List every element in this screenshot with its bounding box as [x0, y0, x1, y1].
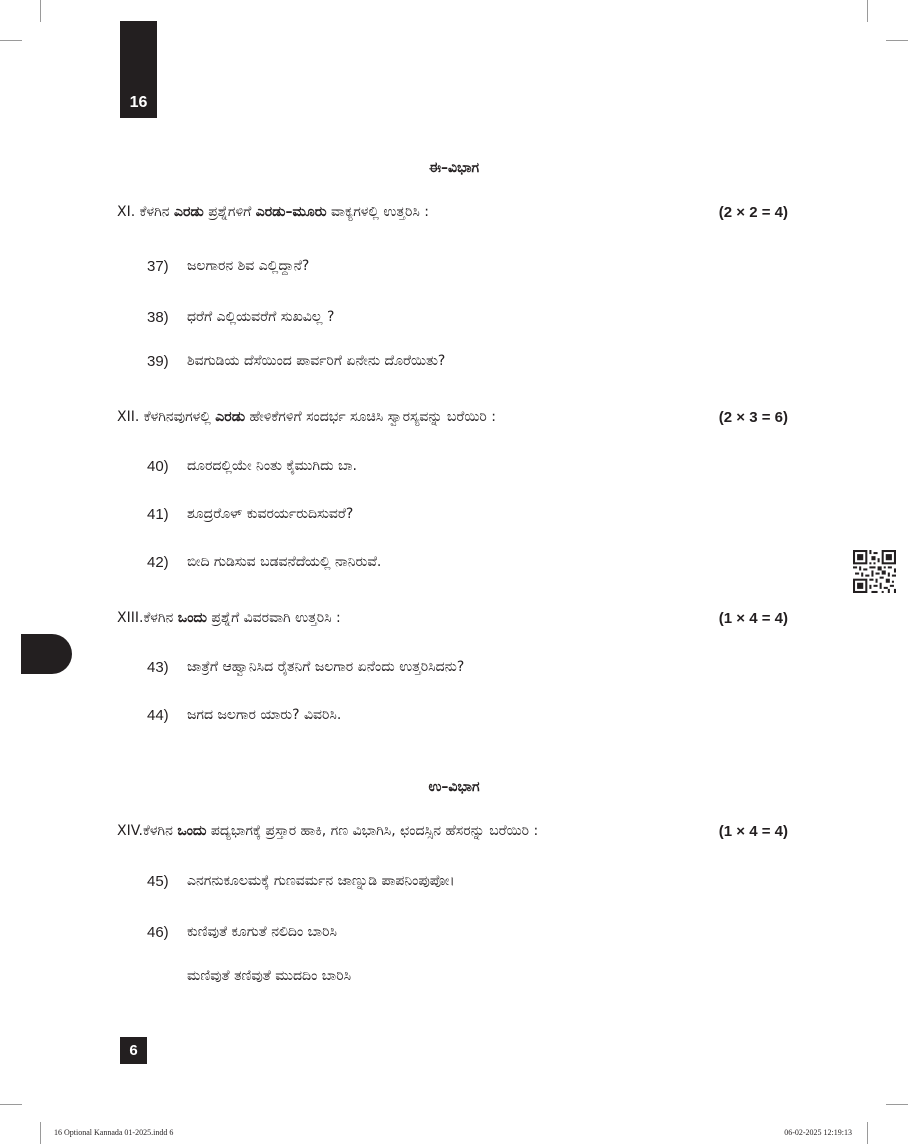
question-text: ಜಲಗಾರನ ಶಿವ ಎಲ್ಲಿದ್ದಾನೆ? [187, 258, 310, 274]
question-number: 44) [147, 707, 169, 724]
question-label: XIV. [117, 823, 143, 839]
question-number: 37) [147, 258, 169, 275]
question-text: ಎನಗನುಕೂಲಮಕ್ಕೆ ಗುಣವರ್ಮನ ಜಾಣ್ನುಡಿ ಪಾಪನಿಂಪುಪೋ। [187, 873, 455, 889]
page-number-tab [120, 21, 157, 118]
instruction-text: ಪ್ರಶ್ನೆಗೆ ವಿವರವಾಗಿ ಉತ್ತರಿಸಿ : [206, 610, 341, 626]
question-text: ಜಗದ ಜಲಗಾರ ಯಾರು? ವಿವರಿಸಿ. [187, 707, 342, 723]
instruction-text: ಪದ್ಯಭಾಗಕ್ಕೆ ಪ್ರಸ್ತಾರ ಹಾಕಿ, ಗಣ ವಿಭಾಗಿಸಿ, ಛಂದಸ್ಸಿನ ಹೆಸರನ್ನು ಬರೆಯಿರಿ : [206, 823, 539, 839]
crop-mark [40, 1122, 41, 1144]
marks-xi: (2 × 2 = 4) [718, 204, 788, 221]
crop-mark [0, 1104, 22, 1105]
question-text: ದೂರದಲ್ಲಿಯೇ ನಿಂತು ಕೈಮುಗಿದು ಬಾ. [187, 458, 357, 474]
crop-mark [867, 0, 868, 22]
footer-datetime: 06-02-2025 12:19:13 [784, 1128, 852, 1137]
question-number: 42) [147, 554, 169, 571]
marks-xiii: (1 × 4 = 4) [718, 610, 788, 627]
question-number: 45) [147, 873, 169, 890]
qr-code-icon [853, 550, 896, 593]
question-text: ಕುಣಿವುತೆ ಕೂಗುತೆ ನಲಿದಿಂ ಬಾರಿಸಿ [187, 924, 337, 940]
side-tab-marker [21, 634, 72, 674]
page-number-top: 16 [129, 94, 148, 111]
crop-mark [867, 1122, 868, 1144]
question-label: XII. [117, 409, 140, 425]
question-text: ಶೂದ್ರರೊಳ್ ಕುವರರ್ಯರುದಿಸುವರೆ? [187, 506, 354, 522]
question-number: 41) [147, 506, 169, 523]
question-group-xiii-instruction [117, 610, 341, 626]
question-text: ಜಾತ್ರೆಗೆ ಆಹ್ವಾನಿಸಿದ ರೈತನಿಗೆ ಜಲಗಾರ ಏನೆಂದು ಉತ್ತರಿಸಿದನು? [187, 659, 465, 675]
instruction-emphasis: ಎರಡು–ಮೂರು [255, 204, 327, 220]
instruction-emphasis: ಒಂದು [177, 823, 207, 839]
question-number: 39) [147, 353, 169, 370]
section-heading-u: ಉ–ವಿಭಾಗ [428, 779, 480, 795]
instruction-text: ಕೆಳಗಿನ [143, 610, 178, 626]
instruction-emphasis: ಎರಡು [215, 409, 246, 425]
instruction-text: ಪ್ರಶ್ನೆಗಳಿಗೆ [203, 204, 256, 220]
instruction-emphasis: ಒಂದು [177, 610, 207, 626]
section-heading-e: ಈ–ವಿಭಾಗ [428, 160, 480, 176]
instruction-text: ವಾಕ್ಯಗಳಲ್ಲಿ ಉತ್ತರಿಸಿ : [326, 204, 429, 220]
crop-mark [886, 1104, 908, 1105]
instruction-emphasis: ಎರಡು [173, 204, 204, 220]
instruction-text: ಕೆಳಗಿನ [142, 823, 178, 839]
marks-xiv: (1 × 4 = 4) [718, 823, 788, 840]
instruction-text: ಹೇಳಿಕೆಗಳಿಗೆ ಸಂದರ್ಭ ಸೂಚಿಸಿ ಸ್ವಾರಸ್ಯವನ್ನು ಬರೆಯಿರಿ : [245, 409, 496, 425]
page-number-bottom: 6 [120, 1037, 147, 1064]
question-number: 46) [147, 924, 169, 941]
crop-mark [40, 0, 41, 22]
question-text: ಮಣಿವುತೆ ತಣಿವುತೆ ಮುದದಿಂ ಬಾರಿಸಿ [187, 968, 352, 984]
question-number: 43) [147, 659, 169, 676]
question-text: ಧರೆಗೆ ಎಲ್ಲಿಯವರೆಗೆ ಸುಖವಿಲ್ಲ ? [187, 309, 335, 325]
question-group-xiv-instruction [117, 823, 538, 839]
crop-mark [0, 40, 22, 41]
question-group-xi-instruction [117, 204, 429, 220]
question-number: 40) [147, 458, 169, 475]
question-group-xii-instruction [117, 409, 496, 425]
instruction-text: ಕೆಳಗಿನವುಗಳಲ್ಲಿ [143, 409, 216, 425]
marks-xii: (2 × 3 = 6) [718, 409, 788, 426]
question-text: ಶಿವಗುಡಿಯ ದೆಸೆಯಿಂದ ಪಾರ್ವರಿಗೆ ಏನೇನು ದೊರೆಯಿತು? [187, 353, 446, 369]
question-label: XI. [117, 204, 136, 220]
question-text: ಬೀದಿ ಗುಡಿಸುವ ಬಡವನೆದೆಯಲ್ಲಿ ನಾನಿರುವೆ. [187, 554, 382, 570]
crop-mark [886, 40, 908, 41]
question-number: 38) [147, 309, 169, 326]
question-label: XIII. [117, 610, 144, 626]
footer-file-name: 16 Optional Kannada 01-2025.indd 6 [54, 1128, 174, 1137]
instruction-text: ಕೆಳಗಿನ [139, 204, 174, 220]
